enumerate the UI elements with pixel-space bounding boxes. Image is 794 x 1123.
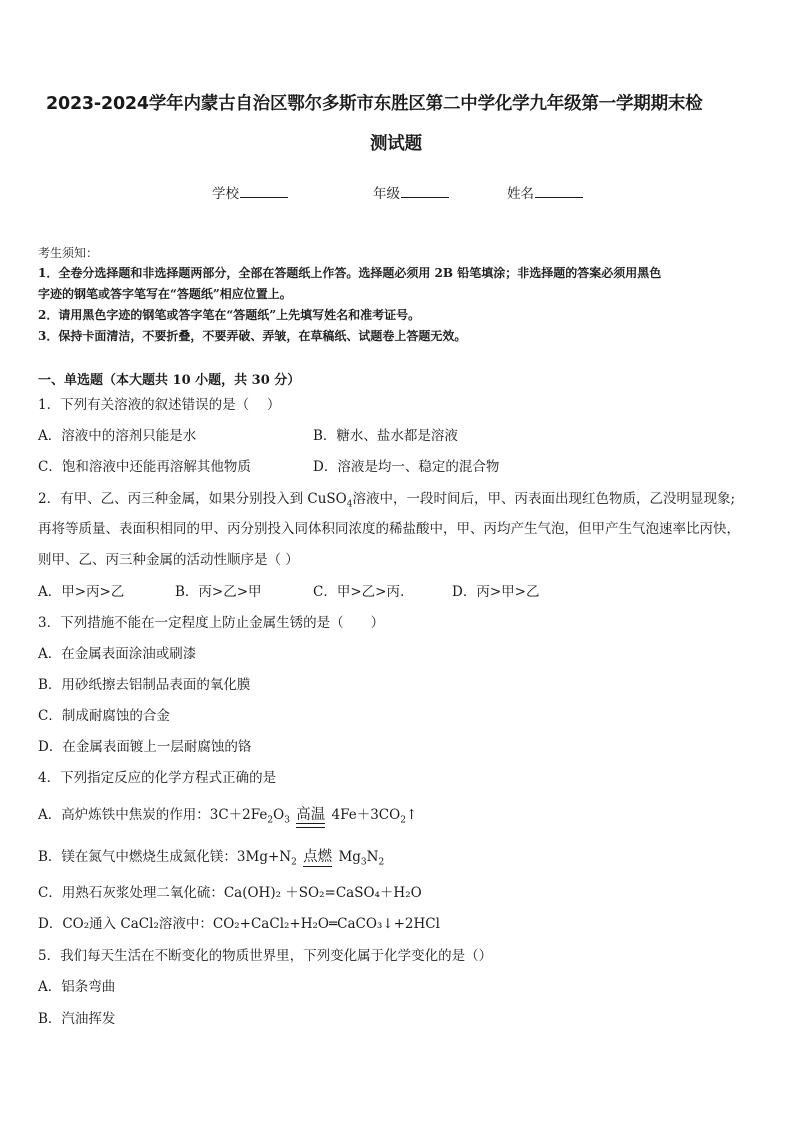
grade-field[interactable] [373, 182, 449, 202]
q1-option-a[interactable]: A．溶液中的溶剂只能是水 [38, 428, 197, 444]
q2-option-b[interactable]: B．丙>乙>甲 [175, 584, 262, 600]
q1-option-b[interactable]: B．糖水、盐水都是溶液 [313, 428, 458, 444]
q2-stem-1a: 2．有甲、乙、丙三种金属，如果分别投入到 CuSO [38, 491, 347, 507]
q3-stem: 3．下列措施不能在一定程度上防止金属生锈的是（ ） [38, 615, 385, 631]
q4-a-sub: 2 [267, 815, 274, 826]
q1-option-c[interactable]: C．饱和溶液中还能再溶解其他物质 [38, 459, 251, 475]
q3-option-d[interactable]: D．在金属表面镀上一层耐腐蚀的铬 [38, 739, 252, 755]
q4-a-sub2: 3 [284, 815, 290, 826]
school-label: 学校 [212, 186, 239, 202]
q1-stem: 1．下列有关溶液的叙述错误的是（ ） [38, 397, 281, 413]
q3-option-b[interactable]: B．用砂纸擦去铝制品表面的氧化膜 [38, 677, 251, 693]
notice-item-1b: 字迹的钢笔或答字笔写在“答题纸”相应位置上。 [38, 287, 292, 301]
notice-item-1a: 1．全卷分选择题和非选择题两部分，全部在答题纸上作答。选择题必须用 2B 铅笔填涂；非选择题的答案必须用黑色 [38, 266, 662, 280]
notice-heading: 考生须知： [38, 246, 99, 260]
q4-b-sub: 2 [291, 857, 297, 868]
q2-stem-line3: 则甲、乙、丙三种金属的活动性顺序是（ ） [38, 552, 299, 568]
name-field[interactable] [507, 182, 583, 202]
q4-b-sub3: 2 [378, 857, 385, 868]
notice-item-3: 3．保持卡面清洁，不要折叠，不要弄破、弄皱，在草稿纸、试题卷上答题无效。 [38, 329, 467, 343]
q4-option-a[interactable] [38, 806, 417, 830]
q4-a-gas-arrow: ↑ [405, 807, 418, 823]
q3-option-a[interactable]: A．在金属表面涂油或刷漆 [38, 646, 197, 662]
q4-stem: 4．下列指定反应的化学方程式正确的是 [38, 770, 277, 786]
q4-b-sub2: 3 [360, 857, 367, 868]
q4-a-o: O [273, 807, 285, 823]
q4-a-sub3: 2 [400, 815, 406, 826]
q4-a-equal-sign [296, 823, 325, 828]
exam-title-line2: 测试题 [370, 134, 422, 154]
exam-title-line1: 2023-2024学年内蒙古自治区鄂尔多斯市东胜区第二中学化学九年级第一学期期末检 [46, 94, 703, 114]
q2-option-d[interactable]: D．丙>甲>乙 [452, 584, 540, 600]
name-blank[interactable] [535, 185, 583, 198]
q4-a-condition-text: 高温 [296, 807, 326, 823]
q2-subscript: 4 [346, 499, 353, 510]
school-blank[interactable] [240, 185, 288, 198]
q1-option-d[interactable]: D．溶液是均一、稳定的混合物 [313, 459, 500, 475]
q5-stem: 5．我们每天生活在不断变化的物质世界里，下列变化属于化学变化的是（） [38, 948, 493, 964]
q4-a-reactants: A．高炉炼铁中焦炭的作用：3C＋2Fe [38, 807, 268, 823]
q2-stem-line2: 再将等质量、表面积相同的甲、丙分别投入同体积同浓度的稀盐酸中，甲、丙均产生气泡，但甲产生气泡速率比丙快， [38, 521, 740, 537]
q4-option-b[interactable] [38, 848, 384, 872]
q4-b-n: N [366, 849, 379, 865]
q4-b-reactants: B．镁在氮气中燃烧生成氮化镁：3Mg+N [38, 849, 292, 865]
q4-a-products: 4Fe＋3CO [331, 807, 401, 823]
q5-option-b[interactable]: B．汽油挥发 [38, 1011, 116, 1027]
q2-option-c[interactable]: C．甲>乙>丙. [313, 584, 405, 600]
grade-label: 年级 [373, 186, 400, 202]
q4-b-condition-text: 点燃 [303, 849, 333, 865]
q4-a-condition [296, 806, 325, 824]
q2-option-a[interactable]: A．甲>丙>乙 [38, 584, 125, 600]
q4-option-c[interactable]: C．用熟石灰浆处理二氧化硫：Ca(OH)₂ ＋SO₂=CaSO₄＋H₂O [38, 885, 422, 901]
q2-stem-line1 [38, 490, 735, 514]
q4-option-d[interactable]: D．CO₂通入 CaCl₂溶液中：CO₂+CaCl₂+H₂O═CaCO₃↓+2HCl [38, 916, 440, 932]
q4-b-condition [303, 848, 332, 866]
q4-b-line [303, 866, 332, 867]
notice-item-2: 2．请用黑色字迹的钢笔或答字笔在“答题纸”上先填写姓名和准考证号。 [38, 308, 421, 322]
grade-blank[interactable] [401, 185, 449, 198]
q5-option-a[interactable]: A．铝条弯曲 [38, 979, 116, 995]
school-field[interactable] [212, 182, 288, 202]
section-heading: 一、单选题（本大题共 10 小题，共 30 分） [38, 373, 301, 388]
name-label: 姓名 [507, 186, 534, 202]
q2-stem-1b: 溶液中，一段时间后，甲、丙表面出现红色物质，乙没明显现象; [352, 491, 736, 507]
q3-option-c[interactable]: C．制成耐腐蚀的合金 [38, 708, 170, 724]
q4-b-products: Mg [338, 849, 361, 865]
